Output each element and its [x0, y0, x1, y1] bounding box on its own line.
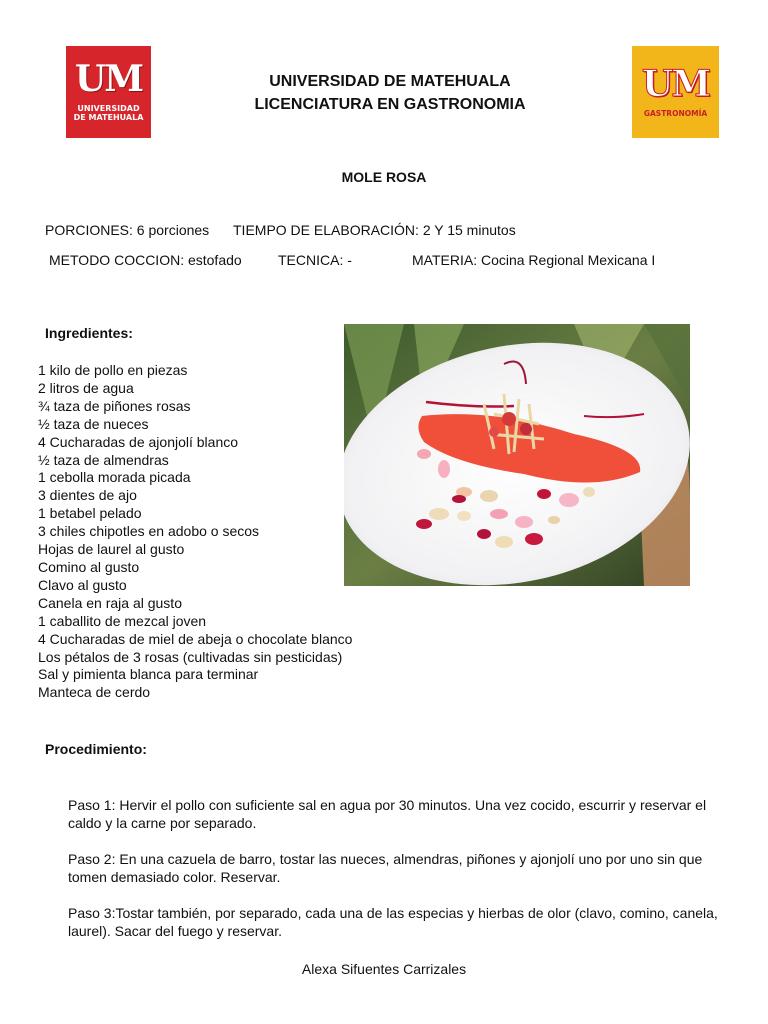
gastronomia-logo — [632, 46, 719, 138]
author-name: Alexa Sifuentes Carrizales — [301, 961, 467, 977]
technique: TECNICA: - — [278, 252, 352, 268]
step-text: Paso 2: En una cazuela de barro, tostar las nueces, almendras, piñones y ajonjolí uno por uno sin que tomen demasiado color. Reservar. — [68, 851, 703, 885]
list-item: 1 caballito de mezcal joven — [38, 612, 207, 629]
logo-text-line: UNIVERSIDAD DE MATEHUALA — [73, 104, 144, 122]
list-item: 3 dientes de ajo — [38, 487, 137, 504]
list-item: 1 cebolla morada picada — [38, 469, 191, 486]
list-item: 1 kilo de pollo en piezas — [38, 362, 188, 378]
cooking-method: METODO COCCION: estofado — [49, 252, 242, 268]
prep-time: TIEMPO DE ELABORACIÓN: 2 Y 15 minutos — [233, 222, 516, 238]
list-item: Hojas de laurel al gusto — [38, 541, 185, 558]
logo-mark: UM — [641, 62, 710, 105]
list-item: Los pétalos de 3 rosas (cultivadas sin pesticidas) — [38, 648, 343, 665]
header-program: LICENCIATURA EN GASTRONOMIA — [254, 96, 526, 113]
step-text: Paso 3:Tostar también, por separado, cada una de las especias y hierbas de olor (clavo, comino, canela, laurel). Sacar del fuego y reservar. — [68, 905, 718, 939]
list-item: 3 chiles chipotles en adobo o secos — [38, 523, 260, 540]
subject: MATERIA: Cocina Regional Mexicana I — [412, 252, 656, 268]
list-item: Manteca de cerdo — [38, 684, 151, 701]
list-item: Clavo al gusto — [38, 576, 127, 593]
list-item: Canela en raja al gusto — [38, 594, 182, 611]
logo-mark: UM — [74, 58, 143, 100]
recipe-title: MOLE ROSA — [341, 169, 427, 185]
ingredients-list — [38, 362, 352, 702]
procedure-steps — [68, 796, 728, 958]
ingredients-heading: Ingredientes: — [45, 325, 133, 341]
list-item: 1 betabel pelado — [38, 505, 142, 522]
list-item: ½ taza de nueces — [38, 415, 149, 432]
list-item: ¾ taza de piñones rosas — [38, 397, 191, 414]
list-item: ½ taza de almendras — [38, 451, 169, 468]
portions: PORCIONES: 6 porciones — [45, 222, 210, 238]
list-item: Comino al gusto — [38, 558, 140, 575]
list-item: Sal y pimienta blanca para terminar — [38, 666, 259, 683]
list-item: 2 litros de agua — [38, 379, 134, 396]
list-item: 4 Cucharadas de miel de abeja o chocolate blanco — [38, 630, 353, 647]
university-logo — [66, 46, 151, 138]
procedure-heading: Procedimiento: — [45, 741, 147, 757]
list-item: 4 Cucharadas de ajonjolí blanco — [38, 433, 239, 450]
logo-text — [74, 104, 144, 122]
header-institution: UNIVERSIDAD DE MATEHUALA — [269, 73, 511, 90]
dish-photo — [344, 324, 690, 586]
step-text: Paso 1: Hervir el pollo con suficiente sal en agua por 30 minutos. Una vez cocido, escurrir y reservar el caldo y la carne por separado. — [68, 797, 707, 831]
logo-text: GASTRONOMÍA — [643, 108, 708, 118]
